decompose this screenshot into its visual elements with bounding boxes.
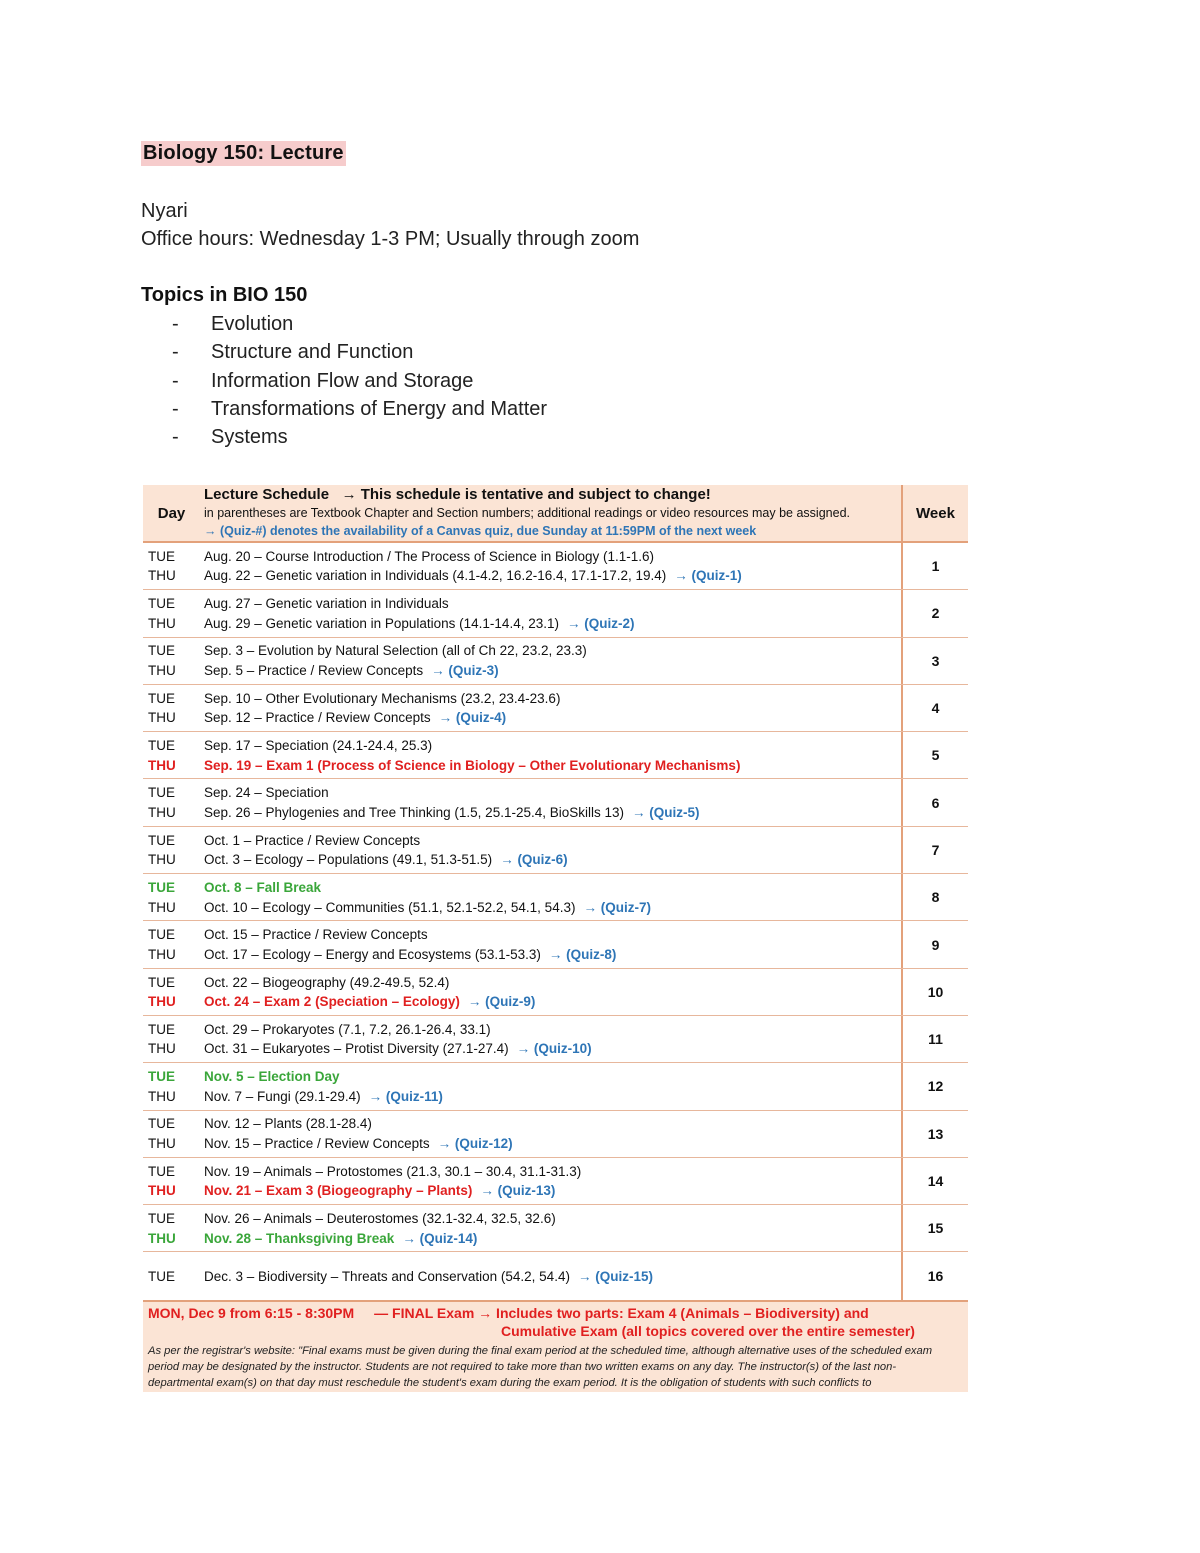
quiz-link: → (Quiz-3) <box>431 663 499 679</box>
final-exam-date: MON, Dec 9 from 6:15 - 8:30PM <box>148 1304 355 1321</box>
topics-list <box>172 313 547 454</box>
course-title: Biology 150: Lecture <box>143 142 344 164</box>
session-day: TUE <box>148 690 175 706</box>
session-line <box>148 1181 901 1201</box>
session-topic: Sep. 26 – Phylogenies and Tree Thinking (1.5, 25.1-25.4, BioSkills 13) <box>204 804 625 820</box>
office-hours: Office hours: Wednesday 1-3 PM; Usually through zoom <box>141 228 640 250</box>
schedule-week-row <box>143 874 968 921</box>
week-number: 8 <box>931 889 940 906</box>
session-topic: Aug. 27 – Genetic variation in Individuals <box>204 596 449 612</box>
session-line <box>148 972 901 992</box>
week-sessions <box>143 969 903 1015</box>
week-sessions <box>143 1111 903 1157</box>
schedule-week-row <box>143 732 968 779</box>
week-number: 15 <box>927 1220 944 1237</box>
session-line <box>148 641 901 661</box>
session-topic: Aug. 20 – Course Introduction / The Process of Science in Biology (1.1-1.6) <box>204 548 654 564</box>
session-line <box>148 736 901 756</box>
session-day: TUE <box>148 785 175 801</box>
quiz-link: → (Quiz-4) <box>438 710 507 726</box>
session-line <box>148 897 901 917</box>
week-number: 6 <box>931 794 940 811</box>
session-topic: Oct. 10 – Ecology – Communities (51.1, 52.1-52.2, 54.1, 54.3) <box>204 899 576 915</box>
header-notice: → This schedule is tentative and subject to change! <box>341 486 711 503</box>
session-topic: Nov. 28 – Thanksgiving Break <box>204 1230 395 1246</box>
schedule-week-row <box>143 1252 968 1300</box>
session-day: TUE <box>148 643 175 659</box>
session-topic: Sep. 17 – Speciation (24.1-24.4, 25.3) <box>204 738 433 754</box>
topic-label: Systems <box>211 426 288 449</box>
session-topic: Oct. 29 – Prokaryotes (7.1, 7.2, 26.1-26.4, 33.1) <box>204 1021 491 1037</box>
session-day: THU <box>148 757 176 773</box>
session-line <box>148 755 901 775</box>
quiz-link: → (Quiz-14) <box>402 1230 478 1246</box>
quiz-link: → (Quiz-8) <box>548 946 617 962</box>
session-day: TUE <box>148 1069 175 1085</box>
week-number: 7 <box>931 841 940 858</box>
session-line <box>148 1267 901 1287</box>
session-day: TUE <box>148 832 175 848</box>
week-number: 2 <box>931 605 940 622</box>
session-topic: Nov. 19 – Animals – Protostomes (21.3, 30.1 – 30.4, 31.1-31.3) <box>204 1163 582 1179</box>
session-line <box>148 992 901 1012</box>
schedule-week-row <box>143 779 968 826</box>
schedule-week-row <box>143 638 968 685</box>
session-day: THU <box>148 804 176 820</box>
week-sessions <box>143 827 903 873</box>
session-day: TUE <box>148 974 175 990</box>
session-line <box>148 688 901 708</box>
session-line <box>148 803 901 823</box>
final-exam-line <box>148 1302 968 1323</box>
session-day: THU <box>148 1088 176 1104</box>
session-topic: Sep. 12 – Practice / Review Concepts <box>204 710 431 726</box>
session-line <box>148 661 901 681</box>
session-line <box>148 1020 901 1040</box>
schedule-week-row <box>143 1158 968 1205</box>
quiz-link: → (Quiz-15) <box>577 1268 653 1284</box>
session-day: TUE <box>148 1116 175 1132</box>
session-line <box>148 850 901 870</box>
list-dash: - <box>172 341 179 364</box>
topic-label: Transformations of Energy and Matter <box>211 397 548 420</box>
schedule-week-row <box>143 1016 968 1063</box>
schedule-week-row <box>143 1063 968 1110</box>
week-number: 5 <box>931 747 940 764</box>
session-day: TUE <box>148 927 175 943</box>
week-number: 11 <box>928 1031 943 1048</box>
session-line <box>148 945 901 965</box>
week-sessions <box>143 685 903 731</box>
schedule-week-row <box>143 685 968 732</box>
week-number: 16 <box>927 1268 944 1285</box>
topic-item <box>172 313 547 341</box>
session-topic: Nov. 26 – Animals – Deuterostomes (32.1-32.4, 32.5, 32.6) <box>204 1211 556 1226</box>
session-day: THU <box>148 710 176 726</box>
week-sessions <box>143 1205 903 1251</box>
header-week: Week <box>916 504 955 522</box>
lecture-schedule-table <box>143 485 968 1392</box>
header-note: in parentheses are Textbook Chapter and Section numbers; additional readings or video resources may be assigned. <box>204 506 850 520</box>
final-exam-label-2: Cumulative Exam (all topics covered over the entire semester) <box>501 1323 915 1340</box>
session-topic: Sep. 19 – Exam 1 (Process of Science in Biology – Other Evolutionary Mechanisms) <box>204 757 741 773</box>
week-number: 13 <box>927 1125 944 1142</box>
session-line <box>148 1228 901 1248</box>
session-line <box>148 1086 901 1106</box>
week-sessions <box>143 1063 903 1109</box>
session-line <box>148 878 901 898</box>
session-topic: Oct. 22 – Biogeography (49.2-49.5, 52.4) <box>204 974 450 990</box>
header-title: Lecture Schedule <box>204 486 330 503</box>
session-line <box>148 594 901 614</box>
schedule-week-row <box>143 921 968 968</box>
week-sessions <box>143 779 903 825</box>
week-sessions <box>143 1252 903 1300</box>
session-day: TUE <box>148 879 175 895</box>
session-topic: Nov. 5 – Election Day <box>204 1069 340 1085</box>
final-exam-label: — FINAL Exam → Includes two parts: Exam 4 (Animals – Biodiversity) and <box>374 1304 869 1321</box>
session-topic: Aug. 29 – Genetic variation in Populations (14.1-14.4, 23.1) <box>204 615 559 631</box>
session-topic: Nov. 21 – Exam 3 (Biogeography – Plants) <box>204 1183 473 1199</box>
session-day: TUE <box>148 1163 175 1179</box>
session-topic: Oct. 1 – Practice / Review Concepts <box>204 832 421 848</box>
session-line <box>148 708 901 728</box>
session-topic: Sep. 3 – Evolution by Natural Selection (all of Ch 22, 23.2, 23.3) <box>204 643 587 659</box>
session-topic: Nov. 15 – Practice / Review Concepts <box>204 1136 430 1151</box>
session-day: THU <box>148 994 176 1010</box>
week-sessions <box>143 921 903 967</box>
quiz-link: → (Quiz-11) <box>368 1088 443 1104</box>
list-dash: - <box>172 426 179 449</box>
list-dash: - <box>172 313 179 335</box>
schedule-week-row <box>143 1111 968 1158</box>
session-topic: Oct. 3 – Ecology – Populations (49.1, 51.3-51.5) <box>204 852 493 868</box>
session-day: TUE <box>148 596 175 612</box>
header-main <box>200 485 903 541</box>
session-topic: Oct. 15 – Practice / Review Concepts <box>204 927 428 943</box>
topic-item <box>172 370 547 398</box>
week-number: 14 <box>927 1173 944 1189</box>
week-sessions <box>143 732 903 778</box>
week-sessions <box>143 590 903 636</box>
topic-item <box>172 398 547 426</box>
final-exam-note: As per the registrar's website: "Final exams must be given during the final exam period at the scheduled time, although alternative uses of the scheduled exam period may be designated by the instructor. Students are not required to take more than two written exams on any day. The instructor(s) of the last non-departmental exam(s) on that day must reschedule the student's exam during the exam period. It is the obligation of students with such conflicts to <box>148 1345 933 1390</box>
topic-item <box>172 426 547 454</box>
session-line <box>148 613 901 633</box>
session-line <box>148 566 901 586</box>
session-day: THU <box>148 899 176 915</box>
session-day: THU <box>148 615 176 631</box>
quiz-link: → (Quiz-5) <box>632 804 700 820</box>
quiz-link: → (Quiz-13) <box>480 1183 556 1199</box>
session-day: THU <box>148 663 176 679</box>
schedule-week-row <box>143 1205 968 1252</box>
week-number: 10 <box>927 983 944 1000</box>
session-line <box>148 783 901 803</box>
list-dash: - <box>172 369 179 392</box>
session-line <box>148 1134 901 1154</box>
topic-label: Evolution <box>211 313 294 335</box>
schedule-week-row <box>143 590 968 637</box>
week-sessions <box>143 543 903 589</box>
session-day: TUE <box>148 1268 175 1284</box>
session-topic: Aug. 22 – Genetic variation in Individuals (4.1-4.2, 16.2-16.4, 17.1-17.2, 19.4) <box>204 568 667 584</box>
week-number: 1 <box>931 558 940 575</box>
session-line <box>148 1114 901 1134</box>
quiz-link: → (Quiz-7) <box>583 899 651 915</box>
session-day: TUE <box>148 738 175 754</box>
quiz-link: → (Quiz-9) <box>467 994 536 1010</box>
week-number: 9 <box>931 936 940 953</box>
session-day: THU <box>148 946 176 962</box>
schedule-header <box>143 485 968 543</box>
session-day: THU <box>148 1041 176 1057</box>
session-day: TUE <box>148 1211 175 1226</box>
list-dash: - <box>172 397 179 420</box>
topic-item <box>172 341 547 369</box>
week-sessions <box>143 638 903 684</box>
session-topic: Sep. 10 – Other Evolutionary Mechanisms (23.2, 23.4-23.6) <box>204 690 561 706</box>
week-number: 12 <box>927 1078 944 1095</box>
session-line <box>148 1161 901 1181</box>
session-line <box>148 830 901 850</box>
session-topic: Oct. 8 – Fall Break <box>204 879 322 895</box>
week-sessions <box>143 874 903 920</box>
header-day: Day <box>157 504 186 522</box>
session-topic: Sep. 5 – Practice / Review Concepts <box>204 663 424 679</box>
session-line <box>148 1039 901 1059</box>
final-exam-box <box>143 1302 968 1392</box>
schedule-week-row <box>143 969 968 1016</box>
session-day: THU <box>148 1183 176 1199</box>
session-day: TUE <box>148 548 175 564</box>
header-quiz-note: → (Quiz-#) denotes the availability of a Canvas quiz, due Sunday at 11:59PM of the next week <box>204 524 757 538</box>
session-topic: Nov. 12 – Plants (28.1-28.4) <box>204 1116 372 1132</box>
session-line <box>148 547 901 567</box>
session-day: THU <box>148 1230 176 1246</box>
quiz-link: → (Quiz-1) <box>674 568 742 584</box>
session-line <box>148 1067 901 1087</box>
session-topic: Sep. 24 – Speciation <box>204 785 329 801</box>
quiz-link: → (Quiz-6) <box>500 852 568 868</box>
week-sessions <box>143 1158 903 1204</box>
week-number: 3 <box>931 652 940 669</box>
session-topic: Oct. 31 – Eukaryotes – Protist Diversity (27.1-27.4) <box>204 1041 509 1057</box>
topic-label: Information Flow and Storage <box>211 369 474 392</box>
topics-heading: Topics in BIO 150 <box>141 284 308 306</box>
session-line <box>148 925 901 945</box>
schedule-body <box>143 543 968 1302</box>
session-day: TUE <box>148 1021 175 1037</box>
session-topic: Dec. 3 – Biodiversity – Threats and Conservation (54.2, 54.4) <box>204 1268 570 1284</box>
session-day: THU <box>148 1136 176 1151</box>
week-sessions <box>143 1016 903 1062</box>
quiz-link: → (Quiz-12) <box>437 1136 513 1151</box>
session-line <box>148 1209 901 1229</box>
header-title-line <box>204 486 901 504</box>
schedule-week-row <box>143 543 968 590</box>
quiz-link: → (Quiz-10) <box>516 1041 592 1057</box>
session-day: THU <box>148 852 176 868</box>
week-number: 4 <box>931 700 940 717</box>
quiz-link: → (Quiz-2) <box>566 615 635 631</box>
session-topic: Nov. 7 – Fungi (29.1-29.4) <box>204 1088 361 1104</box>
instructor-name: Nyari <box>141 200 188 222</box>
session-topic: Oct. 24 – Exam 2 (Speciation – Ecology) <box>204 994 460 1010</box>
schedule-week-row <box>143 827 968 874</box>
topic-label: Structure and Function <box>211 341 414 364</box>
session-day: THU <box>148 568 176 584</box>
session-topic: Oct. 17 – Ecology – Energy and Ecosystems (53.1-53.3) <box>204 946 541 962</box>
